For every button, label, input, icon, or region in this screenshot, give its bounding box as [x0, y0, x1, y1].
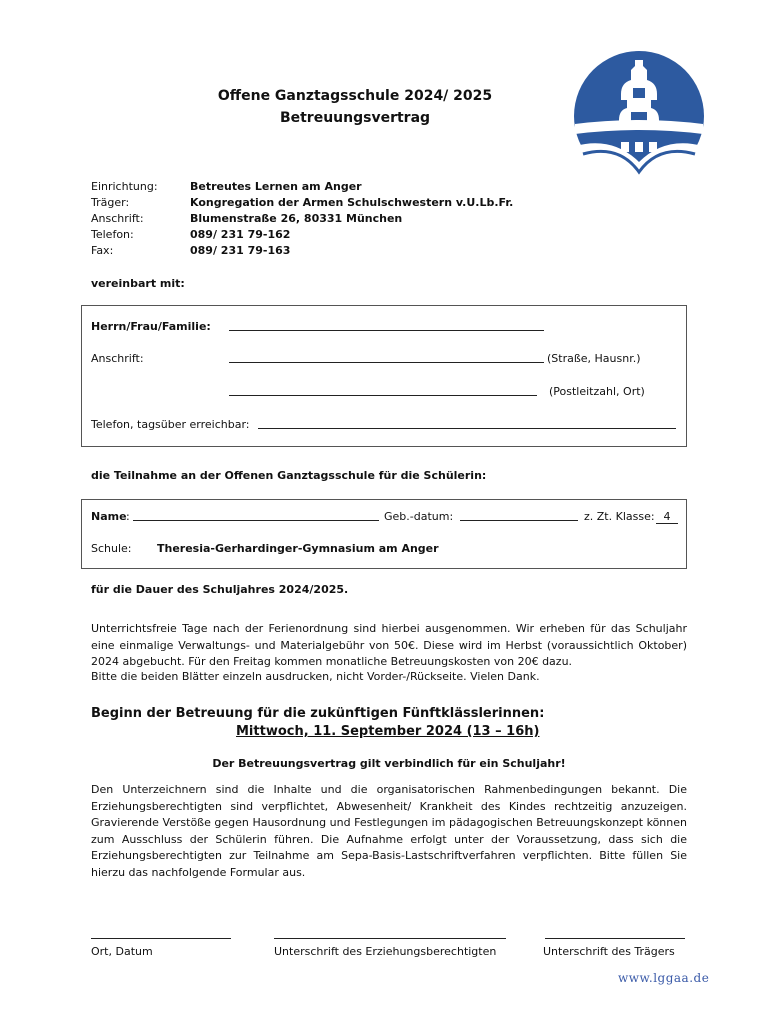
info-label-fax: Fax:	[91, 244, 114, 257]
duration-text: für die Dauer des Schuljahres 2024/2025.	[91, 583, 349, 596]
carrier-signature-line[interactable]	[545, 938, 685, 939]
student-name-label: Name	[91, 510, 127, 523]
terms-paragraph: Den Unterzeichnern sind die Inhalte und die organisatorischen Rahmenbedingungen bekannt. Die Erziehungsberechtigten sind verpflichtet, Abwesenheit/ Krankheit des Kindes rechtzeitig anzuzeigen. Gravierende Verstöße gegen Hausordnung und Festlegungen im pädagogischen Betreuungskonzept können zum Ausschluss der Schülerin führen. Die Aufnahme erfolgt unter der Voraussetzung, dass sich die Erziehungsberechtigten zur Teilnahme am Sepa-Basis-Lastschriftverfahren verpflichten. Bitte füllen Sie hierzu das nachfolgende Formular aus.	[91, 783, 687, 879]
school-logo-icon	[573, 50, 705, 182]
class-field[interactable]: 4	[656, 510, 678, 524]
info-value-phone: 089/ 231 79-162	[190, 228, 291, 241]
place-date-label: Ort, Datum	[91, 945, 153, 958]
parent-street-field[interactable]	[229, 352, 544, 363]
fee-paragraph: Unterrichtsfreie Tage nach der Ferienordnung sind hierbei ausgenommen. Wir erheben für das Schuljahr eine einmalige Verwaltungs- und Materialgebühr von 50€. Diese wird im Herbst (voraussichtlich Oktober) 2024 abgebucht. Für den Freitag kommen monatliche Betreuungskosten von 20€ dazu.	[91, 622, 687, 668]
document-title: Offene Ganztagsschule 2024/ 2025	[217, 88, 493, 104]
info-value-fax: 089/ 231 79-163	[190, 244, 291, 257]
parent-postal-field[interactable]	[229, 385, 537, 396]
website-watermark: www.lggaa.de	[618, 971, 710, 985]
start-heading: Beginn der Betreuung für die zukünftigen Fünftklässlerinnen:	[91, 706, 545, 721]
class-label: z. Zt. Klasse:	[584, 510, 655, 523]
binding-note: Der Betreuungsvertrag gilt verbindlich für ein Schuljahr!	[212, 757, 566, 770]
student-name-field[interactable]	[133, 510, 379, 521]
info-label-address: Anschrift:	[91, 212, 144, 225]
place-date-line[interactable]	[91, 938, 231, 939]
info-label-institution: Einrichtung:	[91, 180, 158, 193]
guardian-signature-line[interactable]	[274, 938, 506, 939]
parent-name-field[interactable]	[229, 320, 544, 331]
start-date: Mittwoch, 11. September 2024 (13 – 16h)	[236, 724, 540, 739]
document-subtitle: Betreuungsvertrag	[279, 110, 431, 126]
carrier-signature-label: Unterschrift des Trägers	[543, 945, 675, 958]
birthdate-field[interactable]	[460, 510, 578, 521]
parent-phone-field[interactable]	[258, 418, 676, 429]
parent-name-label: Herrn/Frau/Familie:	[91, 320, 211, 333]
info-value-carrier: Kongregation der Armen Schulschwestern v.U.Lb.Fr.	[190, 196, 514, 209]
participation-heading: die Teilnahme an der Offenen Ganztagsschule für die Schülerin:	[91, 469, 487, 482]
postal-hint: (Postleitzahl, Ort)	[549, 385, 645, 398]
guardian-signature-label: Unterschrift des Erziehungsberechtigten	[274, 945, 497, 958]
info-label-phone: Telefon:	[91, 228, 134, 241]
parent-address-label: Anschrift:	[91, 352, 144, 365]
parent-phone-label: Telefon, tagsüber erreichbar:	[91, 418, 250, 431]
info-label-carrier: Träger:	[91, 196, 130, 209]
birthdate-label: Geb.-datum:	[384, 510, 454, 523]
info-value-address: Blumenstraße 26, 80331 München	[190, 212, 403, 225]
agreed-with-label: vereinbart mit:	[91, 277, 185, 290]
print-note: Bitte die beiden Blätter einzeln ausdrucken, nicht Vorder-/Rückseite. Vielen Dank.	[91, 670, 540, 683]
info-value-institution: Betreutes Lernen am Anger	[190, 180, 362, 193]
school-label: Schule:	[91, 542, 132, 555]
school-value: Theresia-Gerhardinger-Gymnasium am Anger	[157, 542, 439, 555]
street-hint: (Straße, Hausnr.)	[547, 352, 641, 365]
